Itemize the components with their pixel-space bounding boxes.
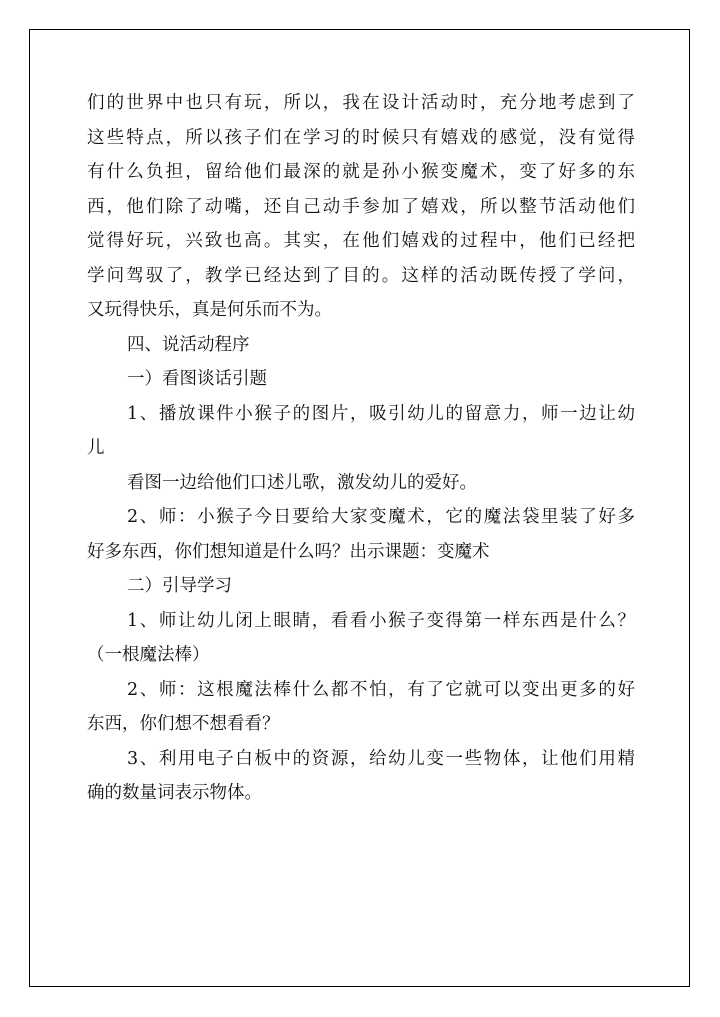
text-line: 有什么负担，留给他们最深的就是孙小猴变魔术，变了好多的东 [87,162,635,182]
text-line: 1、播放课件小猴子的图片，吸引幼儿的留意力，师一边让幼 [127,403,635,424]
text-line: 2、师：小猴子今日要给大家变魔术，它的魔法袋里装了好多 [127,507,635,527]
text-line: 2、师：这根魔法棒什么都不怕，有了它就可以变出更多的好 [127,679,635,700]
document-body [87,86,635,811]
text-line: 西，他们除了动嘴，还自己动手参加了嬉戏，所以整节活动他们 [87,196,635,217]
subsection-heading: 一）看图谈话引题 [127,369,267,389]
text-line: 看图一边给他们口述儿歌，激发幼儿的爱好。 [127,472,477,493]
text-line: 们的世界中也只有玩，所以，我在设计活动时，充分地考虑到了 [87,93,635,113]
text-line: 3、利用电子白板中的资源，给幼儿变一些物体，让他们用精 [127,748,635,769]
text-line: 学问驾驭了，教学已经达到了目的。这样的活动既传授了学问， [87,265,635,286]
text-line: 又玩得快乐，真是何乐而不为。 [87,300,332,320]
subsection-heading: 二）引导学习 [127,576,232,596]
text-line: 1、师让幼儿闭上眼睛，看看小猴子变得第一样东西是什么？ [127,610,635,631]
text-line: 这些特点，所以孩子们在学习的时候只有嬉戏的感觉，没有觉得 [87,127,635,148]
text-line: 儿 [87,438,105,458]
text-line: 确的数量词表示物体。 [87,783,262,803]
text-line: 东西，你们想不想看看？ [87,714,280,734]
section-heading: 四、说活动程序 [127,334,250,355]
text-line: 觉得好玩，兴致也高。其实，在他们嬉戏的过程中，他们已经把 [87,231,635,251]
text-line: （一根魔法棒） [87,645,210,665]
text-line: 好多东西，你们想知道是什么吗？出示课题：变魔术 [87,541,490,562]
